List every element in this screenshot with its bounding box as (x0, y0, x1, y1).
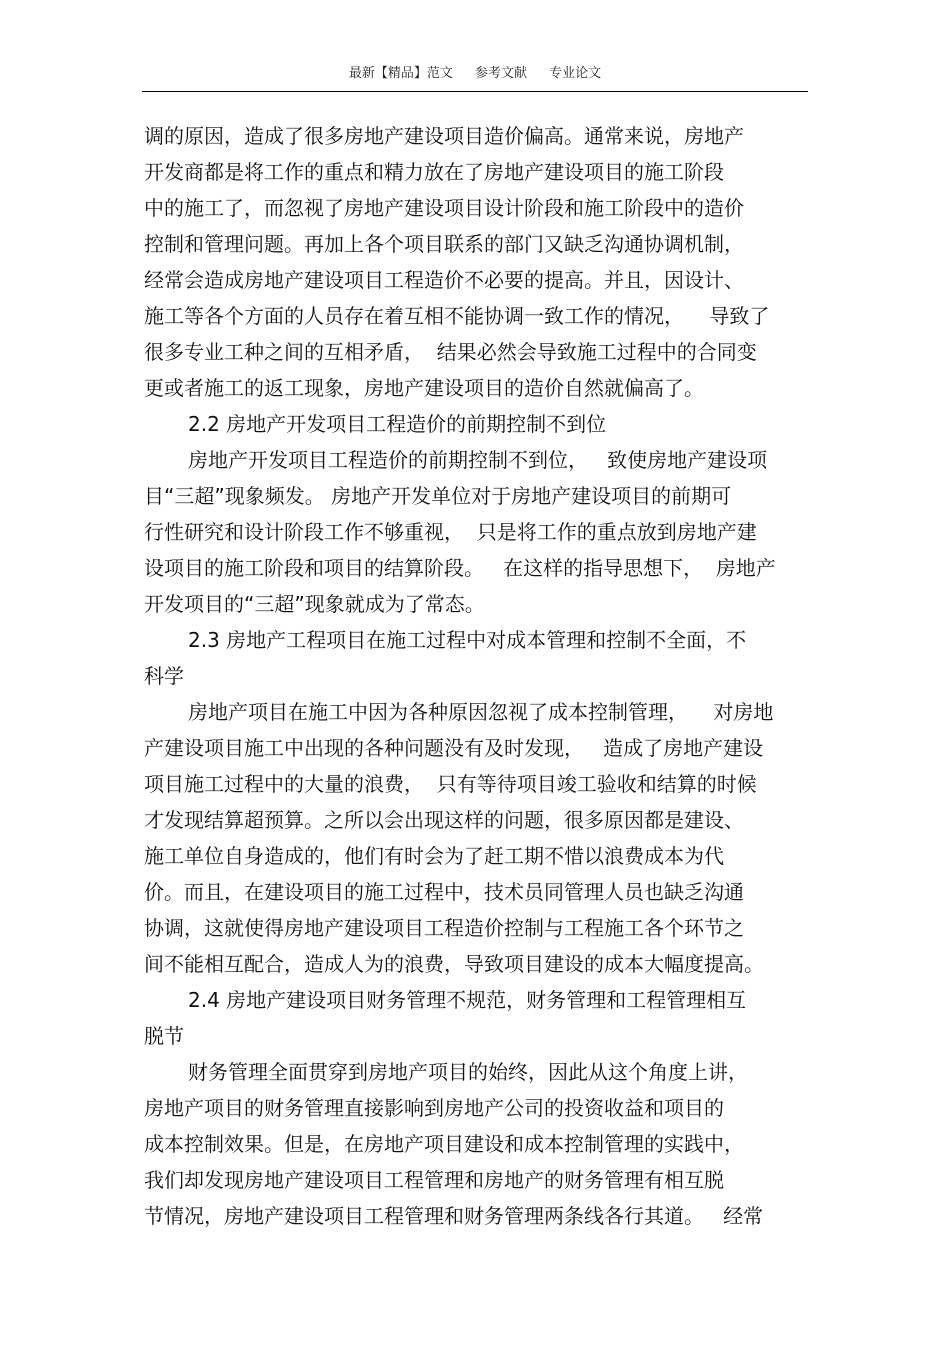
section-heading: 2.2 房地产开发项目工程造价的前期控制不到位 (188, 412, 607, 436)
text-line: 房地产项目在施工中因为各种原因忽视了成本控制管理， 对房地 (188, 700, 774, 724)
header-item: 最新【精品】范文 (348, 66, 453, 81)
section-heading-cont: 科学 (144, 664, 184, 688)
text-line: 开发项目的“三超”现象就成为了常态。 (144, 592, 485, 616)
text-line: 目“三超”现象频发。 房地产开发单位对于房地产建设项目的前期可 (144, 484, 732, 508)
text-line: 才发现结算超预算。之所以会出现这样的问题，很多原因都是建设、 (144, 808, 744, 832)
text-line: 更或者施工的返工现象，房地产建设项目的造价自然就偏高了。 (144, 376, 704, 400)
text-line: 中的施工了，而忽视了房地产建设项目设计阶段和施工阶段中的造价 (144, 196, 744, 220)
text-line: 经常会造成房地产建设项目工程造价不必要的提高。并且，因设计、 (144, 268, 744, 292)
text-line: 开发商都是将工作的重点和精力放在了房地产建设项目的施工阶段 (144, 160, 724, 184)
text-line: 房地产项目的财务管理直接影响到房地产公司的投资收益和项目的 (144, 1096, 724, 1120)
text-line: 施工等各个方面的人员存在着互相不能协调一致工作的情况， 导致了 (144, 304, 770, 328)
text-line: 间不能相互配合，造成人为的浪费，导致项目建设的成本大幅度提高。 (144, 952, 764, 976)
text-line: 我们却发现房地产建设项目工程管理和房地产的财务管理有相互脱 (144, 1168, 724, 1192)
section-heading: 2.3 房地产工程项目在施工过程中对成本管理和控制不全面，不 (188, 628, 747, 652)
page-header (142, 62, 808, 81)
text-line: 财务管理全面贯穿到房地产项目的始终，因此从这个角度上讲， (188, 1060, 748, 1084)
text-line: 成本控制效果。但是，在房地产项目建设和成本控制管理的实践中， (144, 1132, 744, 1156)
header-item: 专业论文 (549, 66, 602, 81)
text-line: 设项目的施工阶段和项目的结算阶段。 在这样的指导思想下， 房地产 (144, 556, 776, 580)
text-line: 调的原因，造成了很多房地产建设项目造价偏高。通常来说，房地产 (144, 124, 744, 148)
header-item: 参考文献 (474, 66, 527, 81)
text-line: 行性研究和设计阶段工作不够重视， 只是将工作的重点放到房地产建 (144, 520, 757, 544)
section-heading-cont: 脱节 (144, 1024, 184, 1048)
text-line: 协调，这就使得房地产建设项目工程造价控制与工程施工各个环节之 (144, 916, 744, 940)
text-line: 控制和管理问题。再加上各个项目联系的部门又缺乏沟通协调机制， (144, 232, 744, 256)
text-line: 房地产开发项目工程造价的前期控制不到位， 致使房地产建设项 (188, 448, 768, 472)
text-line: 产建设项目施工中出现的各种问题没有及时发现， 造成了房地产建设 (144, 736, 764, 760)
text-line: 项目施工过程中的大量的浪费， 只有等待项目竣工验收和结算的时候 (144, 772, 757, 796)
section-heading: 2.4 房地产建设项目财务管理不规范，财务管理和工程管理相互 (188, 988, 747, 1012)
text-line: 价。而且，在建设项目的施工过程中，技术员同管理人员也缺乏沟通 (144, 880, 744, 904)
text-line: 施工单位自身造成的，他们有时会为了赶工期不惜以浪费成本为代 (144, 844, 724, 868)
text-line: 节情况，房地产建设项目工程管理和财务管理两条线各行其道。 经常 (144, 1204, 764, 1228)
header-rule (142, 91, 808, 92)
text-line: 很多专业工种之间的互相矛盾， 结果必然会导致施工过程中的合同变 (144, 340, 757, 364)
